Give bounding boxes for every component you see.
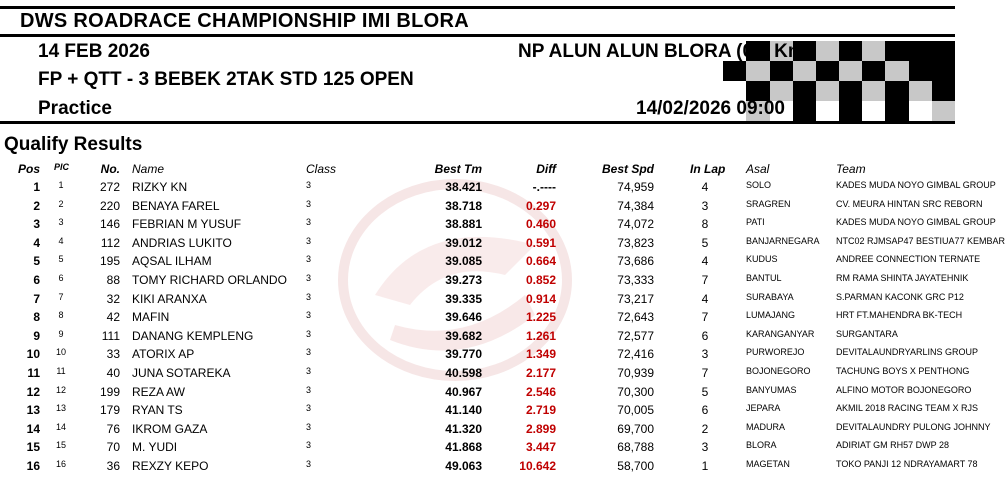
in-lap-cell: 6 (701, 403, 709, 418)
table-row (0, 403, 979, 421)
in-lap-cell: 6 (701, 328, 709, 343)
flag-square (793, 61, 816, 81)
flag-square (932, 101, 955, 121)
origin-cell: BANJARNEGARA (746, 235, 820, 246)
rider-name-cell: IKROM GAZA (132, 421, 208, 436)
position-cell: 10 (26, 347, 40, 362)
flag-square (932, 81, 955, 101)
header-bottom-rule (0, 121, 955, 124)
col-pic: PIC (54, 162, 70, 172)
rider-name-cell: TOMY RICHARD ORLANDO (132, 273, 287, 287)
position-cell: 7 (33, 291, 40, 306)
table-row (0, 421, 991, 440)
best-time-cell: 39.335 (445, 291, 482, 306)
pic-cell: 14 (55, 421, 66, 432)
table-row (0, 310, 963, 328)
table-row (0, 273, 969, 291)
origin-cell: BANTUL (746, 273, 782, 283)
flag-square (793, 81, 816, 101)
best-speed-cell: 74,384 (617, 198, 654, 213)
best-speed-cell: 72,577 (617, 328, 654, 343)
best-speed-cell: 58,700 (617, 459, 654, 473)
rider-name-cell: DANANG KEMPLENG (132, 328, 254, 343)
event-date: 14 FEB 2026 (38, 41, 150, 62)
class-cell: 3 (306, 254, 312, 265)
flag-square (816, 61, 839, 81)
origin-cell: JEPARA (746, 403, 781, 414)
rider-number-cell: 40 (106, 366, 120, 380)
flag-square (862, 61, 885, 81)
flag-square (746, 61, 769, 81)
position-cell: 14 (26, 421, 40, 436)
rider-name-cell: KIKI ARANXA (132, 291, 207, 306)
col-class: Class (306, 162, 337, 176)
team-cell: DEVITALAUNDRY PULONG JOHNNY (836, 421, 991, 432)
session-datetime: 14/02/2026 09:00 (636, 98, 785, 119)
table-row (0, 254, 981, 272)
class-cell: 3 (306, 403, 312, 414)
best-speed-cell: 73,686 (617, 254, 654, 269)
best-time-cell: 39.273 (445, 273, 482, 287)
table-row (0, 440, 955, 458)
pic-cell: 5 (58, 254, 64, 265)
table-row (0, 198, 983, 217)
best-time-cell: 40.598 (445, 366, 482, 380)
col-best-speed: Best Spd (601, 162, 654, 176)
diff-cell: 0.664 (525, 254, 556, 269)
best-speed-cell: 70,939 (617, 366, 654, 380)
best-speed-cell: 74,959 (617, 180, 654, 194)
best-speed-cell: 74,072 (617, 217, 654, 232)
in-lap-cell: 7 (701, 310, 709, 325)
pic-cell: 4 (58, 235, 64, 246)
origin-cell: BLORA (746, 440, 777, 451)
origin-cell: BANYUMAS (746, 384, 797, 395)
table-row (0, 235, 1005, 254)
col-name: Name (132, 162, 165, 176)
pic-cell: 11 (56, 366, 66, 376)
best-time-cell: 41.140 (445, 403, 482, 418)
class-cell: 3 (306, 217, 312, 228)
session-type: Practice (38, 98, 112, 119)
circuit-name: NP ALUN ALUN BLORA (0.8 Km) (518, 41, 812, 62)
flag-square (862, 101, 885, 121)
pic-cell: 10 (55, 347, 66, 358)
origin-cell: SURABAYA (746, 291, 794, 302)
diff-cell: 2.177 (525, 366, 556, 380)
flag-square (816, 41, 839, 61)
flag-square (932, 41, 955, 61)
class-cell: 3 (306, 421, 312, 432)
rider-number-cell: 36 (106, 459, 120, 473)
best-speed-cell: 69,700 (617, 421, 654, 436)
best-time-cell: 38.421 (445, 180, 482, 194)
rider-name-cell: AQSAL ILHAM (132, 254, 212, 269)
flag-square (862, 81, 885, 101)
section-title: Qualify Results (4, 134, 143, 155)
rider-name-cell: BENAYA FAREL (132, 198, 220, 213)
class-cell: 3 (306, 347, 312, 358)
pic-cell: 3 (58, 217, 64, 228)
best-time-cell: 41.868 (445, 440, 482, 455)
team-cell: RM RAMA SHINTA JAYATEHNIK (836, 273, 969, 283)
diff-cell: 0.460 (525, 217, 556, 232)
best-speed-cell: 70,005 (617, 403, 654, 418)
class-cell: 3 (306, 328, 312, 339)
diff-cell: 1.349 (525, 347, 556, 362)
diff-cell: 2.899 (525, 421, 556, 436)
rider-number-cell: 33 (106, 347, 120, 362)
position-cell: 5 (33, 254, 40, 269)
rider-name-cell: ATORIX AP (132, 347, 195, 362)
flag-square (816, 81, 839, 101)
position-cell: 6 (33, 273, 40, 287)
class-cell: 3 (306, 180, 312, 190)
flag-square (885, 101, 908, 121)
diff-cell: 1.225 (525, 310, 556, 325)
pic-cell: 15 (55, 440, 66, 451)
origin-cell: KUDUS (746, 254, 778, 265)
in-lap-cell: 7 (701, 273, 709, 287)
team-cell: TACHUNG BOYS X PENTHONG (836, 366, 970, 376)
flag-square (862, 41, 885, 61)
flag-square (885, 41, 908, 61)
rider-name-cell: REZA AW (132, 384, 185, 399)
best-time-cell: 49.063 (445, 459, 482, 473)
col-asal: Asal (746, 162, 770, 176)
team-cell: CV. MEURA HINTAN SRC REBORN (836, 198, 983, 209)
top-rule (0, 6, 955, 9)
rider-number-cell: 42 (106, 310, 120, 325)
table-row (0, 384, 972, 403)
diff-cell: 0.591 (525, 235, 556, 250)
pic-cell: 6 (58, 273, 64, 283)
rider-name-cell: RYAN TS (132, 403, 183, 418)
best-time-cell: 39.770 (445, 347, 482, 362)
class-cell: 3 (306, 384, 312, 395)
in-lap-cell: 4 (701, 180, 709, 194)
rider-name-cell: MAFIN (132, 310, 170, 325)
pic-cell: 7 (58, 291, 64, 302)
diff-cell: 3.447 (525, 440, 556, 455)
table-header (0, 162, 955, 178)
rider-number-cell: 272 (99, 180, 120, 194)
origin-cell: PATI (746, 217, 765, 228)
best-time-cell: 41.320 (445, 421, 482, 436)
pic-cell: 13 (55, 403, 66, 414)
table-row (0, 347, 979, 365)
title-underline (0, 34, 955, 37)
in-lap-cell: 7 (701, 366, 709, 380)
best-time-cell: 39.682 (445, 328, 482, 343)
rider-number-cell: 112 (100, 235, 120, 250)
flag-square (839, 61, 862, 81)
origin-cell: KARANGANYAR (746, 328, 815, 339)
table-row (0, 217, 996, 235)
in-lap-cell: 1 (701, 459, 709, 473)
rider-number-cell: 179 (99, 403, 120, 418)
in-lap-cell: 3 (701, 440, 709, 455)
team-cell: ALFINO MOTOR BOJONEGORO (836, 384, 972, 395)
team-cell: TOKO PANJI 12 NDRAYAMART 78 (836, 459, 978, 469)
best-speed-cell: 73,823 (617, 235, 654, 250)
best-speed-cell: 73,217 (617, 291, 654, 306)
rider-number-cell: 146 (99, 217, 120, 232)
flag-square (909, 101, 932, 121)
best-time-cell: 38.718 (445, 198, 482, 213)
team-cell: SURGANTARA (836, 328, 898, 339)
flag-square (839, 101, 862, 121)
class-cell: 3 (306, 459, 312, 469)
rider-number-cell: 70 (106, 440, 120, 455)
origin-cell: SOLO (746, 180, 772, 190)
team-cell: ADIRIAT GM RH57 DWP 28 (836, 440, 950, 451)
col-no: No. (100, 162, 120, 176)
pic-cell: 9 (58, 328, 64, 339)
best-time-cell: 40.967 (445, 384, 482, 399)
col-team: Team (836, 162, 866, 176)
origin-cell: BOJONEGORO (746, 366, 811, 376)
col-best-time: Best Tm (434, 162, 482, 176)
flag-square (723, 61, 746, 81)
diff-cell: -.---- (532, 180, 556, 194)
team-cell: ANDREE CONNECTION TERNATE (836, 254, 981, 265)
class-cell: 3 (306, 291, 312, 302)
best-speed-cell: 72,643 (617, 310, 654, 325)
class-cell: 3 (306, 198, 312, 209)
diff-cell: 0.852 (525, 273, 556, 287)
position-cell: 11 (27, 366, 40, 380)
flag-square (770, 61, 793, 81)
table-row (0, 180, 996, 198)
diff-cell: 10.642 (519, 459, 556, 473)
event-title: DWS ROADRACE CHAMPIONSHIP IMI BLORA (20, 10, 470, 32)
flag-square (839, 81, 862, 101)
table-row (0, 329, 955, 347)
pic-cell: 2 (58, 198, 64, 209)
col-pos: Pos (18, 162, 41, 176)
rider-name-cell: RIZKY KN (132, 180, 188, 194)
pic-cell: 16 (55, 459, 66, 469)
position-cell: 2 (33, 198, 40, 213)
best-speed-cell: 72,416 (617, 347, 654, 362)
flag-square (909, 41, 932, 61)
position-cell: 12 (26, 384, 40, 399)
flag-square (839, 41, 862, 61)
diff-cell: 2.546 (525, 384, 556, 399)
in-lap-cell: 8 (701, 217, 709, 232)
best-speed-cell: 68,788 (617, 440, 654, 455)
col-in-lap: In Lap (690, 162, 726, 176)
in-lap-cell: 5 (701, 384, 709, 399)
in-lap-cell: 5 (701, 235, 709, 250)
team-cell: KADES MUDA NOYO GIMBAL GROUP (836, 217, 996, 228)
pic-cell: 8 (58, 310, 64, 321)
team-cell: AKMIL 2018 RACING TEAM X RJS (836, 403, 979, 414)
diff-cell: 0.914 (525, 291, 556, 306)
rider-name-cell: ANDRIAS LUKITO (132, 235, 232, 250)
table-row (0, 459, 978, 477)
diff-cell: 0.297 (525, 198, 556, 213)
class-cell: 3 (306, 273, 312, 283)
col-diff: Diff (536, 162, 556, 176)
flag-square (816, 101, 839, 121)
best-time-cell: 38.881 (445, 217, 482, 232)
position-cell: 15 (26, 440, 40, 455)
rider-number-cell: 220 (99, 198, 120, 213)
best-time-cell: 39.646 (445, 310, 482, 325)
position-cell: 9 (33, 328, 40, 343)
team-cell: HRT FT.MAHENDRA BK-TECH (836, 310, 963, 321)
flag-square (885, 61, 908, 81)
flag-square (909, 81, 932, 101)
position-cell: 3 (33, 217, 40, 232)
rider-name-cell: M. YUDI (132, 440, 178, 455)
rider-number-cell: 199 (99, 384, 120, 399)
best-time-cell: 39.085 (445, 254, 482, 269)
position-cell: 1 (33, 180, 40, 194)
diff-cell: 2.719 (525, 403, 556, 418)
rider-number-cell: 111 (101, 328, 120, 343)
position-cell: 4 (33, 235, 40, 250)
in-lap-cell: 2 (701, 421, 709, 436)
flag-square (700, 61, 723, 81)
in-lap-cell: 4 (701, 291, 709, 306)
team-cell: DEVITALAUNDRYARLINS GROUP (836, 347, 979, 358)
class-cell: 3 (306, 310, 312, 321)
class-cell: 3 (306, 366, 312, 376)
team-cell: NTC02 RJMSAP47 BESTIUA77 KEMBAR (836, 235, 1005, 246)
flag-square (885, 81, 908, 101)
rider-number-cell: 76 (106, 421, 120, 436)
origin-cell: PURWOREJO (746, 347, 805, 358)
position-cell: 8 (33, 310, 40, 325)
flag-square (793, 101, 816, 121)
origin-cell: MAGETAN (746, 459, 790, 469)
rider-name-cell: JUNA SOTAREKA (132, 366, 231, 380)
team-cell: KADES MUDA NOYO GIMBAL GROUP (836, 180, 996, 190)
in-lap-cell: 4 (701, 254, 709, 269)
rider-number-cell: 88 (106, 273, 120, 287)
pic-cell: 12 (55, 384, 66, 395)
event-session: FP + QTT - 3 BEBEK 2TAK STD 125 OPEN (38, 69, 414, 90)
position-cell: 16 (26, 459, 40, 473)
diff-cell: 1.261 (525, 328, 556, 343)
class-cell: 3 (306, 440, 312, 451)
in-lap-cell: 3 (701, 347, 709, 362)
origin-cell: SRAGREN (746, 198, 791, 209)
rider-name-cell: REXZY KEPO (132, 459, 209, 473)
rider-number-cell: 195 (99, 254, 120, 269)
best-speed-cell: 73,333 (617, 273, 654, 287)
pic-cell: 1 (58, 180, 64, 190)
rider-name-cell: FEBRIAN M YUSUF (132, 217, 242, 232)
flag-square (909, 61, 932, 81)
best-time-cell: 39.012 (445, 235, 482, 250)
class-cell: 3 (306, 235, 312, 246)
position-cell: 13 (26, 403, 40, 418)
table-row (0, 291, 964, 310)
team-cell: S.PARMAN KACONK GRC P12 (836, 291, 964, 302)
in-lap-cell: 3 (701, 198, 709, 213)
table-row (0, 366, 970, 384)
origin-cell: LUMAJANG (746, 310, 796, 321)
flag-square (932, 61, 955, 81)
origin-cell: MADURA (746, 421, 786, 432)
rider-number-cell: 32 (106, 291, 120, 306)
best-speed-cell: 70,300 (617, 384, 654, 399)
